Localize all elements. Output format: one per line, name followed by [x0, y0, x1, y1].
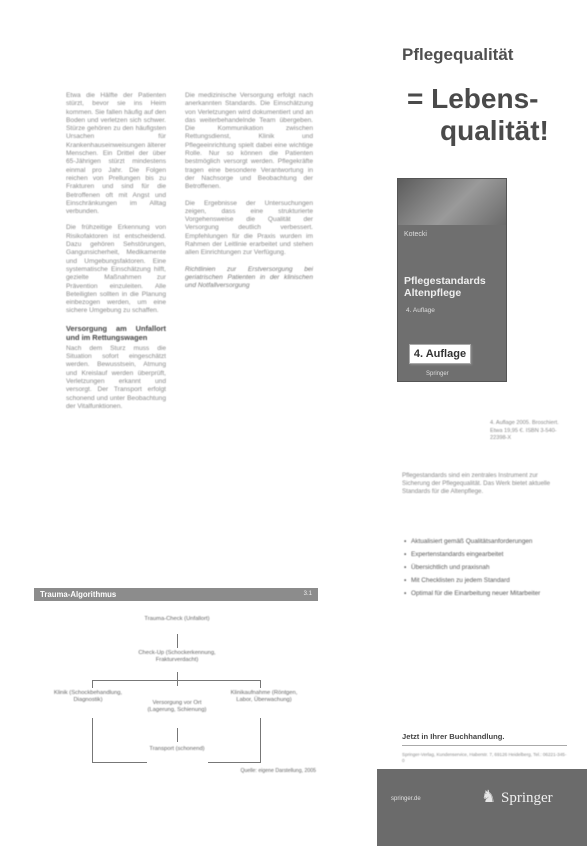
diagram-box-top: Trauma-Check (Unfallort)	[144, 616, 210, 622]
article-paragraph: Die Ergebnisse der Untersuchungen zeigen, dass eine strukturierte Vorgehensweise die Qualität der Versorgung deutlich verbessert. Empfehlungen für die Praxis wurden im Rahmen der Leitlinie erarbeitet und stehen allen Einrichtungen zur Verfügung.	[185, 199, 313, 257]
diagram-arrow	[92, 680, 260, 681]
article-paragraph: Nach dem Sturz muss die Situation sofort eingeschätzt werden. Bewusstsein, Atmung und Kreislauf werden überprüft, Verletzungen erkannt und versorgt. Der Transport erfolgt schonend und unter Beobachtung der Vitalfunktionen.	[66, 344, 166, 410]
diagram-arrow	[177, 634, 178, 648]
article-paragraph: Die frühzeitige Erkennung von Risikofaktoren ist entscheidend. Dazu gehören Sehstörungen, Gangunsicherheit, Medikamente und Umgebungsfaktoren. Eine systematische Einschätzung hilft, gezielte Maßnahmen zur Prävention einzuleiten. Alle Beteiligten sollten in die Planung einbezogen werden, um eine sichere Umgebung zu schaffen.	[66, 224, 166, 315]
book-info: 4. Auflage 2005. Broschiert. Etwa 19,95 €. ISBN 3-540-22398-X	[490, 420, 559, 441]
ad-headline-line2: = Lebens-	[407, 83, 539, 114]
springer-web-label: springer.de	[391, 796, 421, 802]
article-paragraph: Etwa die Hälfte der Patienten stürzt, bevor sie ins Heim kommen. Sie fallen häufig auf den Boden und verletzen sich schwer. Stürze gehören zu den häufigsten Ursachen für Krankenhauseinweisungen älterer Menschen. Ein Drittel der über 65-Jährigen stürzt mindestens einmal pro Jahr. Die Folgen reichen von Prellungen bis zu Frakturen und sind für die Betroffenen oft mit Angst und Einschränkungen im Alltag verbunden.	[66, 92, 166, 216]
diagram-source: Quelle: eigene Darstellung, 2005	[240, 768, 316, 774]
diagram-title: Trauma-Algorithmus	[40, 590, 117, 599]
springer-knight-icon: ♞	[481, 787, 497, 806]
book-cover-photo	[398, 179, 506, 225]
book-subtitle: 4. Auflage	[406, 307, 435, 314]
diagram-arrow	[92, 718, 93, 762]
article-column-1	[66, 92, 166, 419]
diagram-arrow	[260, 718, 261, 762]
ad-bullet: ▪ Expertenstandards eingearbeitet	[404, 551, 554, 559]
book-publisher: Springer	[426, 371, 449, 377]
edition-banner: 4. Auflage	[409, 344, 471, 364]
diagram-box-mid: Check-Up (Schockerkennung, Frakturverdacht)	[138, 650, 216, 663]
ad-cta: Jetzt in Ihrer Buchhandlung.	[402, 732, 505, 741]
springer-logo-bar	[377, 769, 587, 846]
diagram-box-left: Klinik (Schockbehandlung, Diagnostik)	[53, 690, 123, 703]
diagram-header-bar	[34, 588, 318, 601]
book-author: Kotecki	[404, 231, 427, 238]
book-title: Pflegestandards Altenpflege	[404, 275, 486, 299]
diagram-box-center: Versorgung vor Ort (Lagerung, Schienung)	[147, 700, 207, 713]
ad-bullet: ▪ Optimal für die Einarbeitung neuer Mitarbeiter	[404, 590, 554, 598]
ad-bullet: ▪ Aktualisiert gemäß Qualitätsanforderungen	[404, 538, 554, 546]
section-heading: Versorgung am Unfallort und im Rettungswagen	[66, 323, 166, 342]
diagram-arrow	[260, 680, 261, 688]
article-column-2	[185, 92, 313, 299]
ad-fineprint: Springer-Verlag, Kundenservice, Haberstr. 7, 69126 Heidelberg, Tel.: 06221-345-0	[402, 752, 567, 763]
diagram-arrow	[177, 728, 178, 742]
ad-bullet-list	[404, 538, 554, 603]
diagram-arrow	[92, 762, 147, 763]
ad-headline-line1: Pflegequalität	[402, 45, 514, 64]
diagram-arrow	[177, 672, 178, 686]
diagram-badge: 3.1	[303, 591, 312, 597]
ad-cta-rule	[402, 745, 567, 746]
trauma-algorithm-diagram	[34, 588, 318, 784]
diagram-box-bottom: Transport (schonend)	[149, 746, 205, 752]
diagram-box-right: Klinikaufnahme (Röntgen, Labor, Überwachung)	[230, 690, 298, 703]
ad-bullet: ▪ Übersichtlich und praxisnah	[404, 564, 554, 572]
springer-logo-text: Springer	[501, 790, 553, 806]
italic-heading: Richtlinien zur Erstversorgung bei geriatrischen Patienten in der klinischen und Notfallversorgung	[185, 265, 313, 290]
diagram-arrow	[92, 680, 93, 688]
ad-description: Pflegestandards sind ein zentrales Instrument zur Sicherung der Pflegequalität. Das Werk bietet aktuelle Standards für die Altenpflege.	[402, 472, 551, 495]
diagram-arrow	[208, 762, 261, 763]
article-paragraph: Die medizinische Versorgung erfolgt nach anerkannten Standards. Die Einschätzung von Verletzungen wird dokumentiert und an das weiterbehandelnde Team übergeben. Die Kommunikation zwischen Rettungsdienst, Klinik und Pflegeeinrichtung spielt dabei eine wichtige Rolle. Nur so können die Patienten bestmöglich versorgt werden. Pflegekräfte tragen eine besondere Verantwortung in der Nachsorge und Beobachtung der Betroffenen.	[185, 92, 313, 191]
ad-headline-line3: qualität!	[440, 115, 549, 146]
ad-bullet: ▪ Mit Checklisten zu jedem Standard	[404, 577, 554, 585]
